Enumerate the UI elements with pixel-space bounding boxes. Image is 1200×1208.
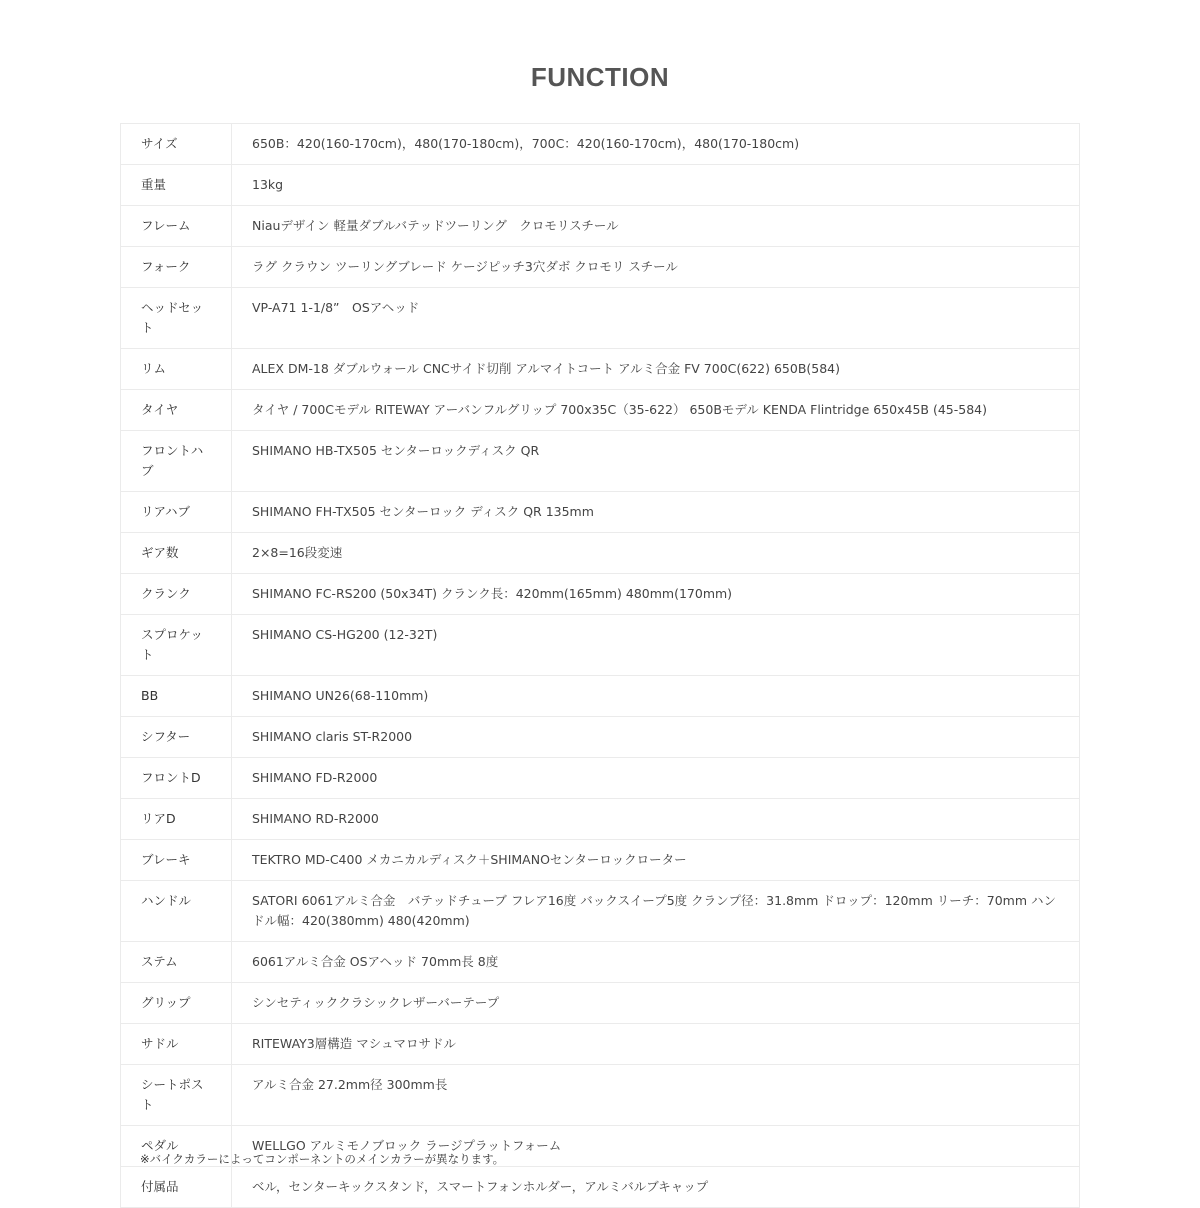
spec-row xyxy=(121,717,1080,758)
spec-row xyxy=(121,1024,1080,1065)
spec-value: 13kg xyxy=(232,165,1080,206)
spec-row xyxy=(121,492,1080,533)
spec-label: リム xyxy=(121,349,232,390)
spec-value: Niauデザイン 軽量ダブルバテッドツーリング クロモリスチール xyxy=(232,206,1080,247)
spec-label: グリップ xyxy=(121,983,232,1024)
spec-label: リアD xyxy=(121,799,232,840)
spec-value: SHIMANO FH-TX505 センターロック ディスク QR 135mm xyxy=(232,492,1080,533)
spec-row xyxy=(121,288,1080,349)
spec-value: 650B：420(160-170cm)，480(170-180cm)，700C：420(160-170cm)，480(170-180cm) xyxy=(232,124,1080,165)
spec-row xyxy=(121,390,1080,431)
spec-label: ペダル xyxy=(121,1126,232,1167)
spec-label: サイズ xyxy=(121,124,232,165)
spec-row xyxy=(121,942,1080,983)
spec-row xyxy=(121,1167,1080,1208)
spec-label: ハンドル xyxy=(121,881,232,942)
spec-label: リアハブ xyxy=(121,492,232,533)
spec-row xyxy=(121,533,1080,574)
spec-label: 付属品 xyxy=(121,1167,232,1208)
spec-value: WELLGO アルミモノブロック ラージプラットフォーム xyxy=(232,1126,1080,1167)
spec-row xyxy=(121,349,1080,390)
spec-value: 2×8=16段変速 xyxy=(232,533,1080,574)
spec-table xyxy=(120,123,1080,1208)
spec-value: SHIMANO UN26(68-110mm) xyxy=(232,676,1080,717)
spec-row xyxy=(121,574,1080,615)
spec-row xyxy=(121,983,1080,1024)
spec-table-body xyxy=(121,124,1080,1208)
spec-label: シフター xyxy=(121,717,232,758)
spec-label: ブレーキ xyxy=(121,840,232,881)
spec-label: クランク xyxy=(121,574,232,615)
spec-row xyxy=(121,676,1080,717)
spec-label: フォーク xyxy=(121,247,232,288)
spec-row xyxy=(121,840,1080,881)
spec-row xyxy=(121,1065,1080,1126)
spec-value: SHIMANO FD-R2000 xyxy=(232,758,1080,799)
spec-row xyxy=(121,758,1080,799)
spec-label: フロントハブ xyxy=(121,431,232,492)
spec-label: タイヤ xyxy=(121,390,232,431)
spec-value: シンセティッククラシックレザーバーテープ xyxy=(232,983,1080,1024)
spec-label: ステム xyxy=(121,942,232,983)
spec-value: SHIMANO claris ST-R2000 xyxy=(232,717,1080,758)
spec-value: SATORI 6061アルミ合金 バテッドチューブ フレア16度 バックスイープ5度 クランプ径：31.8mm ドロップ：120mm リーチ：70mm ハンドル幅：420(380mm) 480(420mm) xyxy=(232,881,1080,942)
spec-row xyxy=(121,799,1080,840)
spec-value: VP-A71 1-1/8” OSアヘッド xyxy=(232,288,1080,349)
spec-value: 6061アルミ合金 OSアヘッド 70mm長 8度 xyxy=(232,942,1080,983)
spec-value: TEKTRO MD-C400 メカニカルディスク＋SHIMANOセンターロックローター xyxy=(232,840,1080,881)
spec-label: 重量 xyxy=(121,165,232,206)
spec-value: ラグ クラウン ツーリングブレード ケージピッチ3穴ダボ クロモリ スチール xyxy=(232,247,1080,288)
spec-value: ベル，センターキックスタンド，スマートフォンホルダー，アルミバルブキャップ xyxy=(232,1167,1080,1208)
spec-label: BB xyxy=(121,676,232,717)
spec-label: サドル xyxy=(121,1024,232,1065)
spec-row xyxy=(121,124,1080,165)
spec-value: RITEWAY3層構造 マシュマロサドル xyxy=(232,1024,1080,1065)
spec-label: シートポスト xyxy=(121,1065,232,1126)
spec-row xyxy=(121,615,1080,676)
spec-value: SHIMANO RD-R2000 xyxy=(232,799,1080,840)
spec-value: SHIMANO HB-TX505 センターロックディスク QR xyxy=(232,431,1080,492)
spec-row xyxy=(121,247,1080,288)
spec-row xyxy=(121,165,1080,206)
spec-label: フレーム xyxy=(121,206,232,247)
page-title: FUNCTION xyxy=(530,62,670,92)
spec-value: SHIMANO CS-HG200 (12-32T) xyxy=(232,615,1080,676)
spec-value: SHIMANO FC-RS200 (50x34T) クランク長：420mm(165mm) 480mm(170mm) xyxy=(232,574,1080,615)
spec-label: スプロケット xyxy=(121,615,232,676)
spec-label: ヘッドセット xyxy=(121,288,232,349)
spec-value: ALEX DM-18 ダブルウォール CNCサイド切削 アルマイトコート アルミ合金 FV 700C(622) 650B(584) xyxy=(232,349,1080,390)
spec-row xyxy=(121,881,1080,942)
spec-row xyxy=(121,431,1080,492)
spec-value: タイヤ / 700Cモデル RITEWAY アーバンフルグリップ 700x35C（35-622） 650Bモデル KENDA Flintridge 650x45B (45-584) xyxy=(232,390,1080,431)
spec-label: フロントD xyxy=(121,758,232,799)
spec-value: アルミ合金 27.2mm径 300mm長 xyxy=(232,1065,1080,1126)
spec-label: ギア数 xyxy=(121,533,232,574)
spec-row xyxy=(121,206,1080,247)
footnote: ※バイクカラーによってコンポーネントのメインカラーが異なります。 xyxy=(140,1152,505,1166)
